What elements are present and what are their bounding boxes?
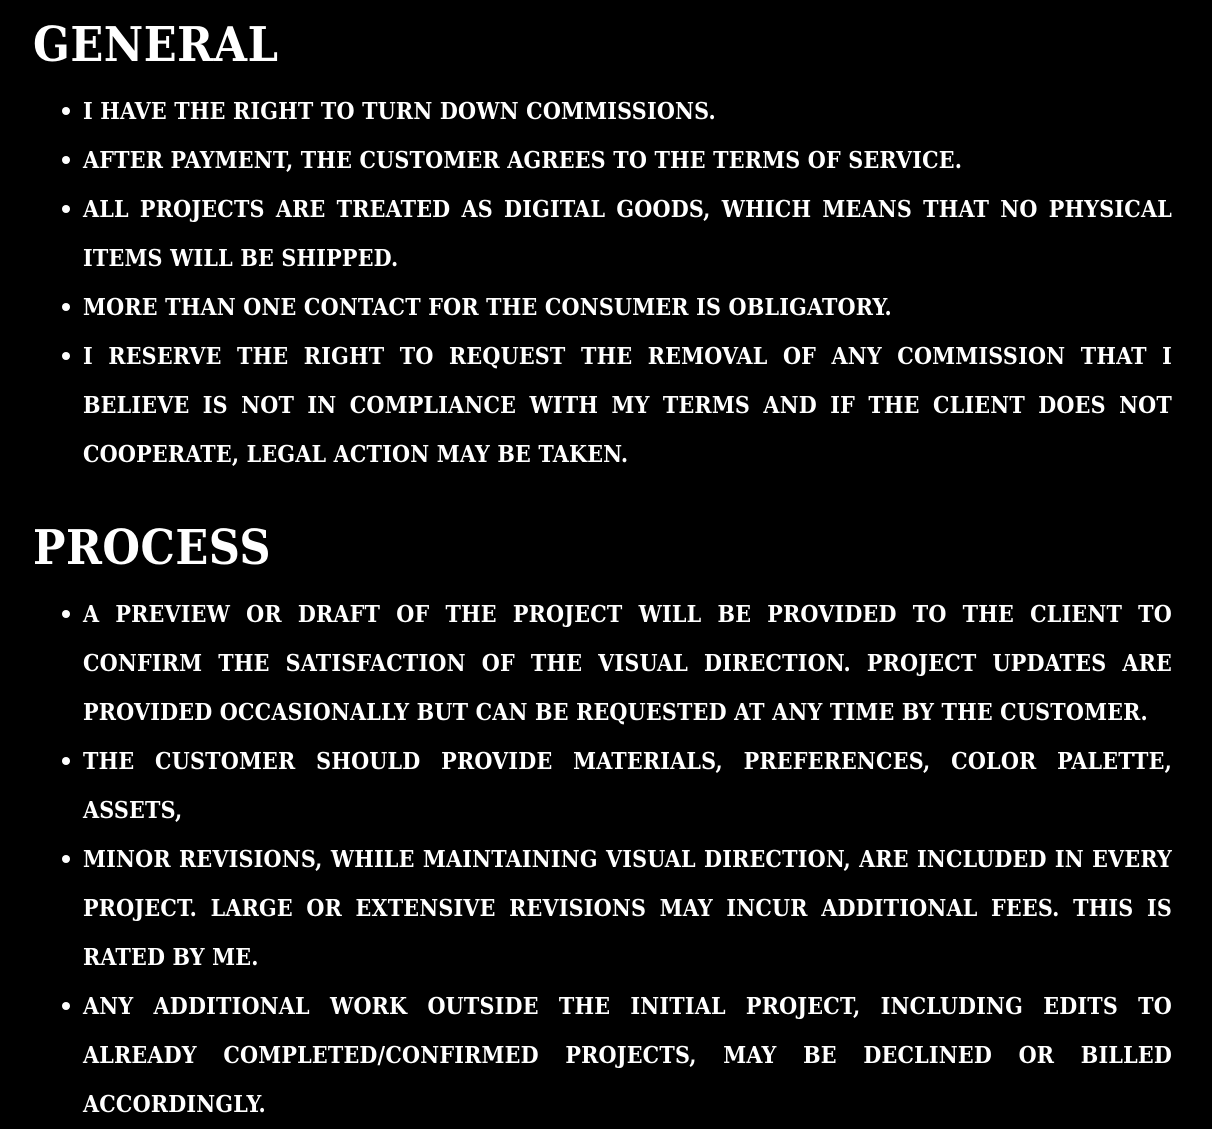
list-item: I RESERVE THE RIGHT TO REQUEST THE REMOVAL OF ANY COMMISSION THAT I BELIEVE IS NOT IN COMPLIANCE WITH MY TERMS AND IF THE CLIENT DOES NOT COOPERATE, LEGAL ACTION MAY BE TAKEN. bbox=[83, 332, 1172, 479]
section-heading-process: PROCESS bbox=[33, 520, 272, 576]
list-item: ANY ADDITIONAL WORK OUTSIDE THE INITIAL PROJECT, INCLUDING EDITS TO ALREADY COMPLETED/CONFIRMED PROJECTS, MAY BE DECLINED OR BILLED ACCORDINGLY. bbox=[83, 982, 1172, 1129]
section-heading-general: GENERAL bbox=[33, 17, 279, 73]
list-item: MINOR REVISIONS, WHILE MAINTAINING VISUAL DIRECTION, ARE INCLUDED IN EVERY PROJECT. LARGE OR EXTENSIVE REVISIONS MAY INCUR ADDITIONAL FEES. THIS IS RATED BY ME. bbox=[83, 835, 1172, 982]
list-item: ALL PROJECTS ARE TREATED AS DIGITAL GOODS, WHICH MEANS THAT NO PHYSICAL ITEMS WILL BE SHIPPED. bbox=[83, 185, 1172, 283]
list-item: I HAVE THE RIGHT TO TURN DOWN COMMISSIONS. bbox=[83, 87, 1172, 136]
list-item: A PREVIEW OR DRAFT OF THE PROJECT WILL BE PROVIDED TO THE CLIENT TO CONFIRM THE SATISFACTION OF THE VISUAL DIRECTION. PROJECT UPDATES ARE PROVIDED OCCASIONALLY BUT CAN BE REQUESTED AT ANY TIME BY THE CUSTOMER. bbox=[83, 590, 1172, 737]
process-terms-list bbox=[33, 590, 1172, 1129]
list-item: THE CUSTOMER SHOULD PROVIDE MATERIALS, PREFERENCES, COLOR PALETTE, ASSETS, bbox=[83, 737, 1172, 835]
list-item: MORE THAN ONE CONTACT FOR THE CONSUMER IS OBLIGATORY. bbox=[83, 283, 1172, 332]
list-item: AFTER PAYMENT, THE CUSTOMER AGREES TO THE TERMS OF SERVICE. bbox=[83, 136, 1172, 185]
general-terms-list bbox=[33, 87, 1172, 479]
